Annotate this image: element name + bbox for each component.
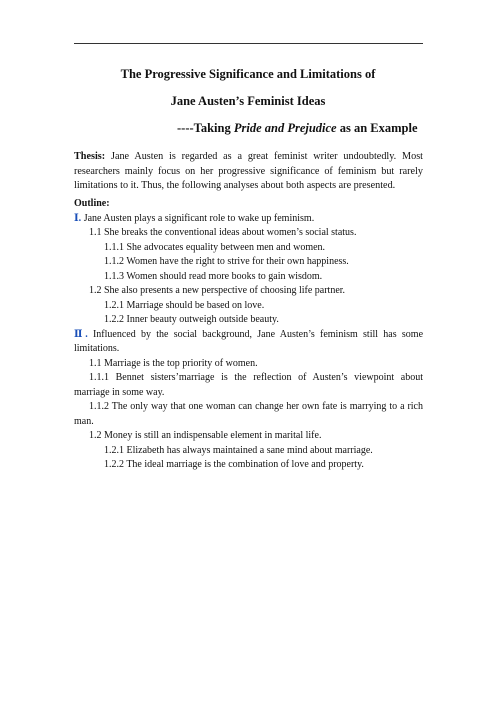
outline-part-2-text: Influenced by the social background, Jane Austen’s feminism still has some limitations. bbox=[74, 328, 424, 354]
subtitle-suffix: as an Example bbox=[336, 121, 418, 135]
outline-item-1-2: 1.2 She also presents a new perspective of choosing life partner. bbox=[89, 285, 346, 296]
outline-item-1-1: 1.1 She breaks the conventional ideas about women’s social status. bbox=[89, 227, 357, 238]
header-rule bbox=[74, 43, 423, 44]
outline-heading: Outline: bbox=[74, 198, 110, 209]
roman-numeral-1: Ⅰ. bbox=[74, 212, 82, 224]
outline-item-1-1-2: 1.1.2 Women have the right to strive for their own happiness. bbox=[104, 256, 349, 267]
thesis-paragraph bbox=[74, 150, 423, 194]
title-line-1: The Progressive Significance and Limitations of bbox=[120, 67, 376, 81]
outline-item-2-1-2: 1.1.2 The only way that one woman can change her own fate is marrying to a rich man. bbox=[74, 401, 423, 427]
outline-part-1-text: Jane Austen plays a significant role to wake up feminism. bbox=[81, 212, 315, 224]
outline-item-1-2-2: 1.2.2 Inner beauty outweigh outside beauty. bbox=[104, 314, 279, 325]
outline-item-2-2: 1.2 Money is still an indispensable element in marital life. bbox=[89, 430, 322, 441]
roman-numeral-2: Ⅱ. bbox=[74, 328, 88, 340]
subtitle-prefix: ----Taking bbox=[177, 121, 234, 135]
outline-item-1-1-1: 1.1.1 She advocates equality between men and women. bbox=[104, 241, 326, 253]
outline-section bbox=[74, 197, 423, 473]
outline-part-2 bbox=[74, 328, 423, 357]
outline-item-2-2-1: 1.2.1 Elizabeth has always maintained a sane mind about marriage. bbox=[104, 444, 373, 456]
outline-item-2-1: 1.1 Marriage is the top priority of women. bbox=[89, 357, 258, 369]
outline-item-1-2-1: 1.2.1 Marriage should be based on love. bbox=[104, 299, 265, 311]
subtitle-book-title: Pride and Prejudice bbox=[233, 121, 337, 135]
outline-item-1-1-3: 1.1.3 Women should read more books to gain wisdom. bbox=[104, 270, 323, 282]
outline-item-2-2-2: 1.2.2 The ideal marriage is the combination of love and property. bbox=[104, 459, 364, 470]
title-line-2: Jane Austen’s Feminist Ideas bbox=[170, 94, 326, 108]
outline-part-1 bbox=[74, 212, 423, 227]
thesis-label: Thesis: bbox=[74, 151, 106, 162]
thesis-text: Jane Austen is regarded as a great feminist writer undoubtedly. Most researchers mainly focus on her progressive significance of feminism but rarely limitations to it. Thus, the following analyses about both aspects are presented. bbox=[74, 151, 423, 191]
outline-item-2-1-1: 1.1.1 Bennet sisters’marriage is the reflection of Austen’s viewpoint about marriage in some way. bbox=[74, 372, 423, 398]
